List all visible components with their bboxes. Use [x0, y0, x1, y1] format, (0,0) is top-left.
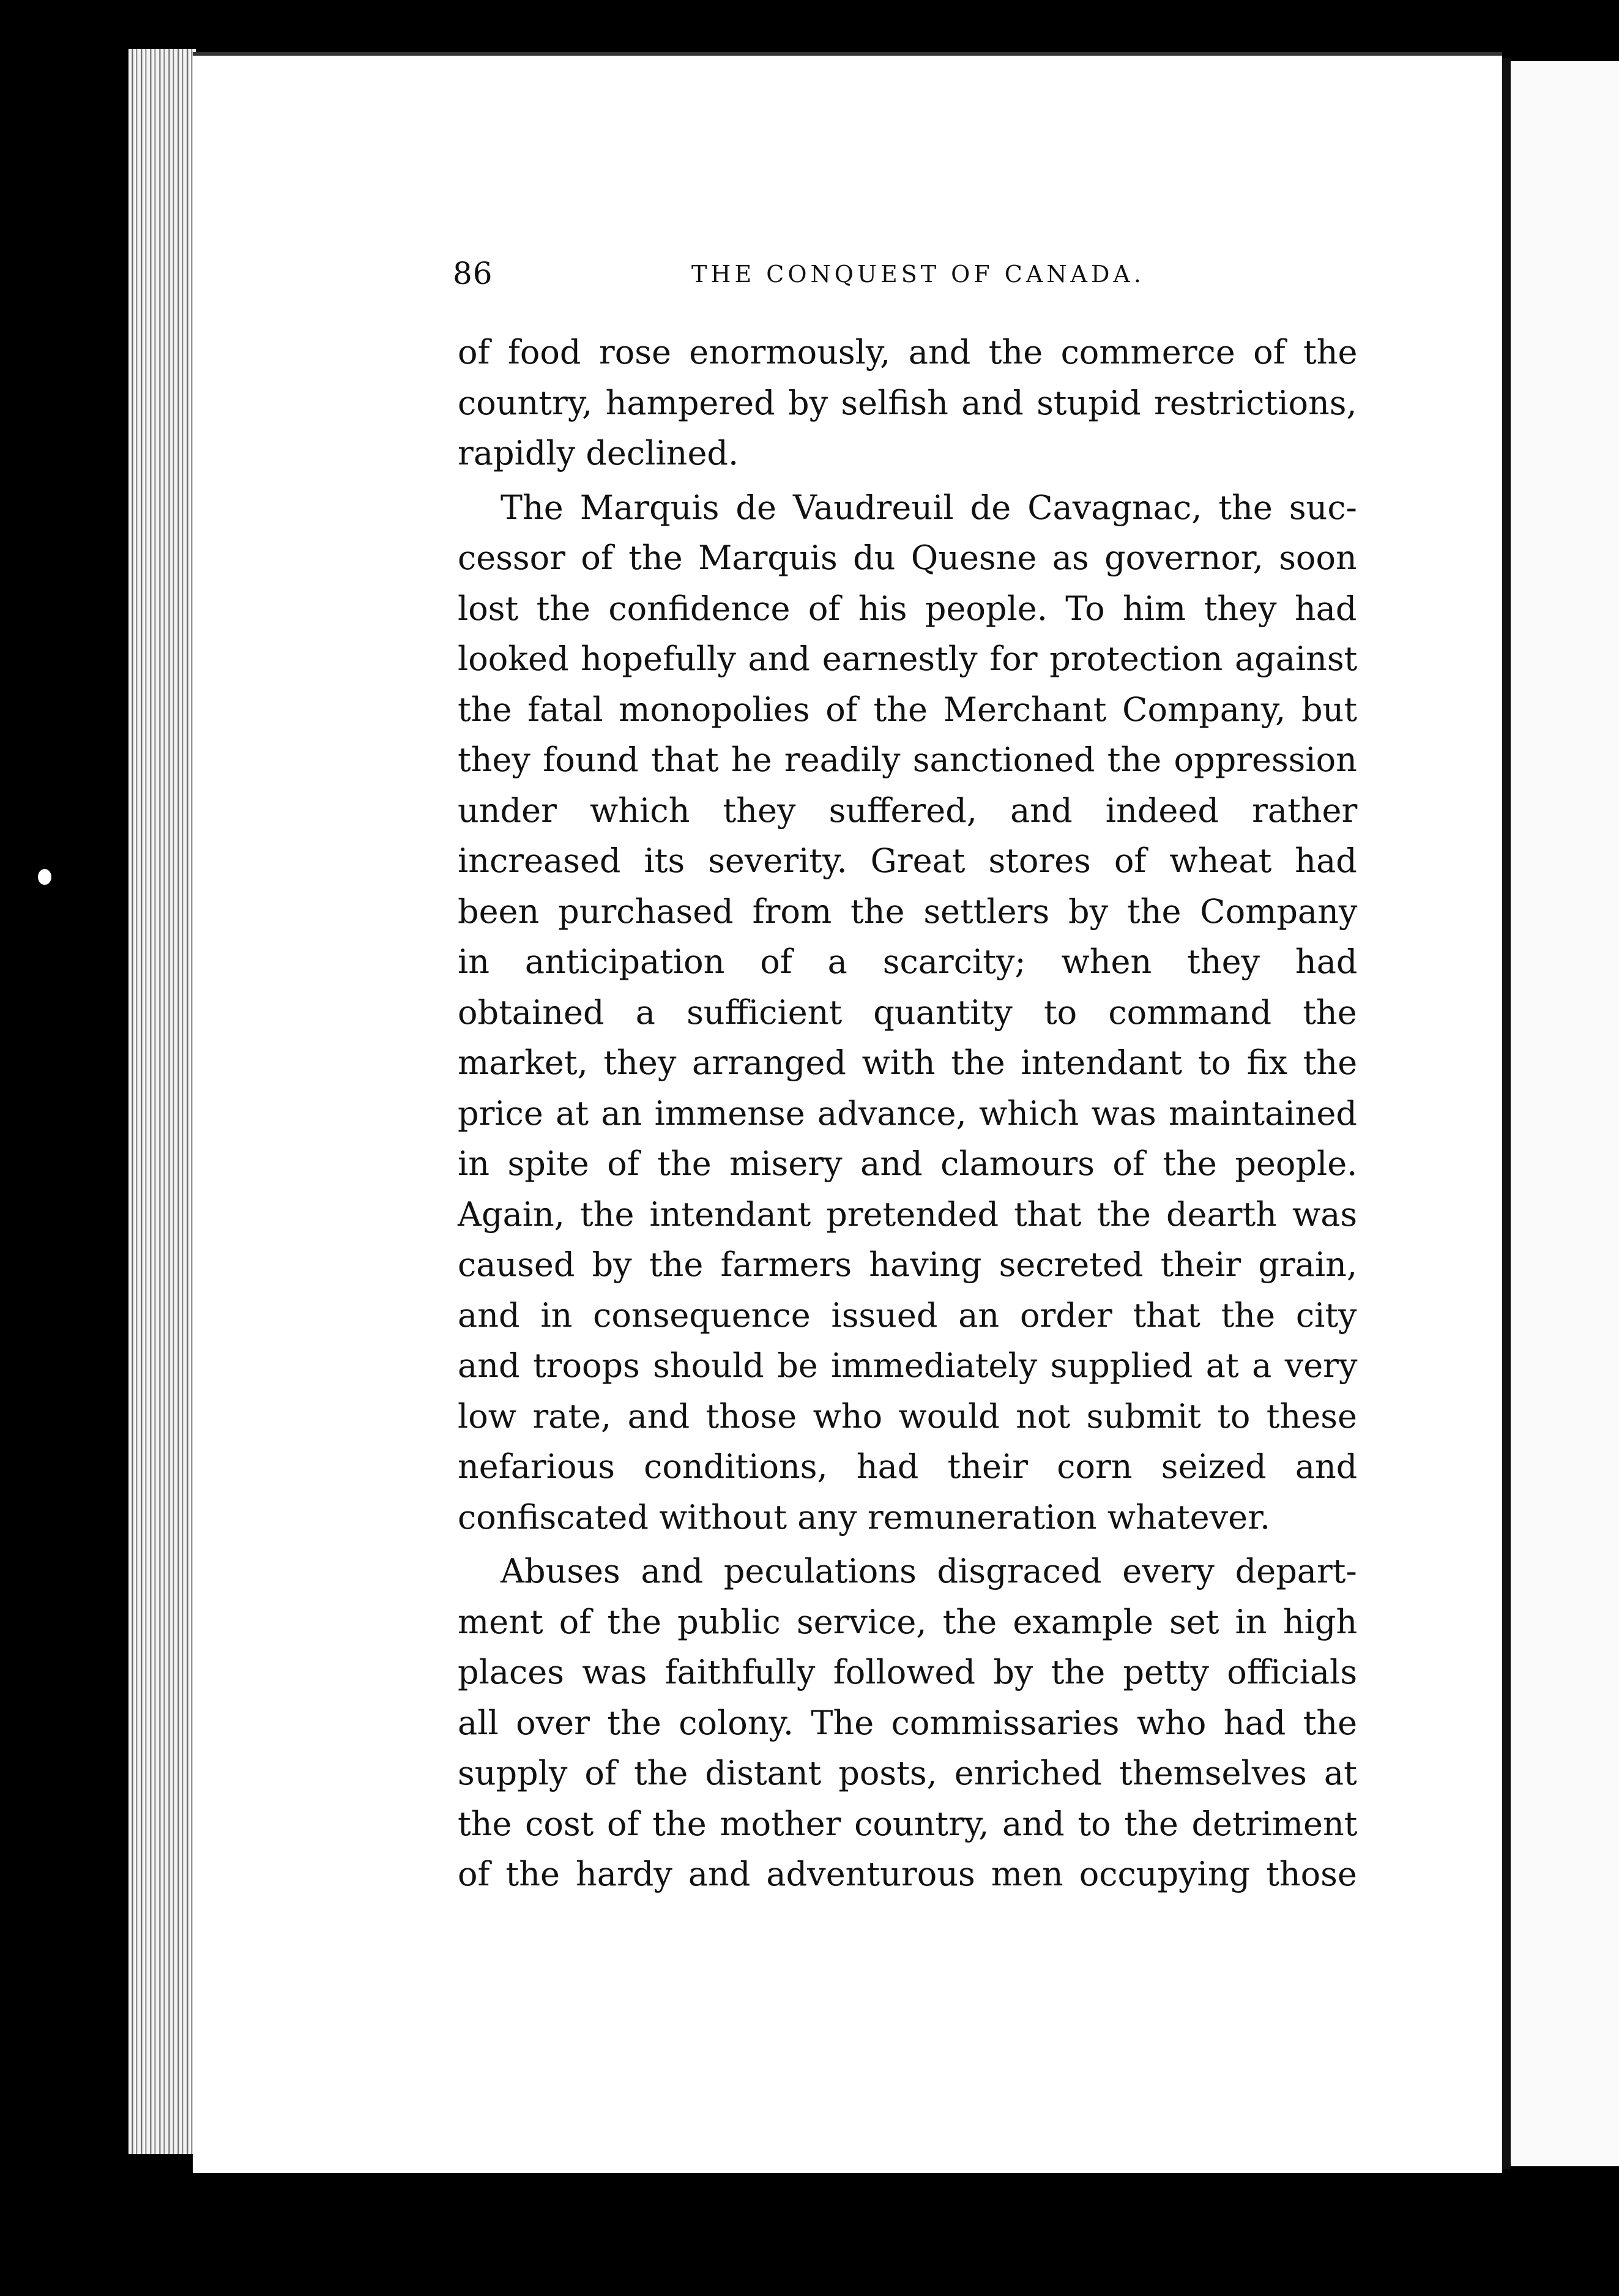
text-line: places was faithfully followed by the petty officials — [458, 1653, 1358, 1691]
text-line: rapidly declined. — [458, 434, 739, 472]
facing-page-edge — [1511, 61, 1619, 2166]
text-line: the cost of the mother country, and to the detriment — [458, 1804, 1358, 1843]
page-gutter-shadow — [1502, 58, 1511, 2169]
text-line: obtained a sufficient quantity to command the — [458, 993, 1357, 1032]
paragraph-3 — [458, 1546, 1357, 1900]
text-line: looked hopefully and earnestly for protection against — [458, 639, 1358, 678]
text-line: in anticipation of a scarcity; when they had — [458, 942, 1358, 981]
text-line: The Marquis de Vaudreuil de Cavagnac, the suc- — [501, 488, 1357, 527]
text-line: under which they suffered, and indeed rather — [458, 791, 1358, 830]
text-line: of the hardy and adventurous men occupying those — [458, 1855, 1357, 1893]
text-line: Abuses and peculations disgraced every depart- — [501, 1552, 1357, 1590]
text-line: the fatal monopolies of the Merchant Company, but — [458, 690, 1358, 729]
text-line: been purchased from the settlers by the Company — [458, 892, 1358, 931]
text-line: confiscated without any remuneration whatever. — [458, 1497, 1271, 1537]
text-line: supply of the distant posts, enriched themselves at — [458, 1754, 1357, 1792]
text-line: in spite of the misery and clamours of the people. — [458, 1144, 1358, 1183]
text-line: nefarious conditions, had their corn seized and — [458, 1447, 1358, 1486]
text-line: all over the colony. The commissaries who had the — [458, 1703, 1358, 1742]
book-page-edges — [128, 49, 196, 2154]
running-head — [453, 256, 1364, 299]
text-line: Again, the intendant pretended that the dearth was — [458, 1195, 1358, 1234]
text-line: and in consequence issued an order that the city — [458, 1295, 1357, 1335]
text-line: country, hampered by selfish and stupid restrictions, — [458, 383, 1357, 422]
paragraph-2 — [458, 483, 1357, 1543]
text-line: they found that he readily sanctioned the oppression — [458, 740, 1357, 779]
text-line: price at an immense advance, which was maintained — [458, 1094, 1357, 1133]
scan-speck — [38, 869, 51, 885]
page-number: 86 — [453, 256, 493, 291]
text-line: of food rose enormously, and the commerce of the — [458, 333, 1358, 371]
text-line: caused by the farmers having secreted their grain, — [458, 1245, 1358, 1284]
text-line: market, they arranged with the intendant to fix the — [458, 1043, 1358, 1082]
text-line: low rate, and those who would not submit to these — [458, 1396, 1357, 1436]
text-line: lost the confidence of his people. To him they had — [458, 589, 1357, 628]
text-line: cessor of the Marquis du Quesne as governor, soon — [458, 539, 1357, 577]
text-line: and troops should be immediately supplied at a very — [458, 1346, 1358, 1385]
running-title: THE CONQUEST OF CANADA. — [691, 261, 1145, 288]
text-line: increased its severity. Great stores of wheat had — [458, 841, 1357, 880]
body-text — [458, 327, 1357, 1904]
text-line: ment of the public service, the example set in high — [458, 1602, 1358, 1641]
paragraph-1 — [458, 327, 1357, 479]
